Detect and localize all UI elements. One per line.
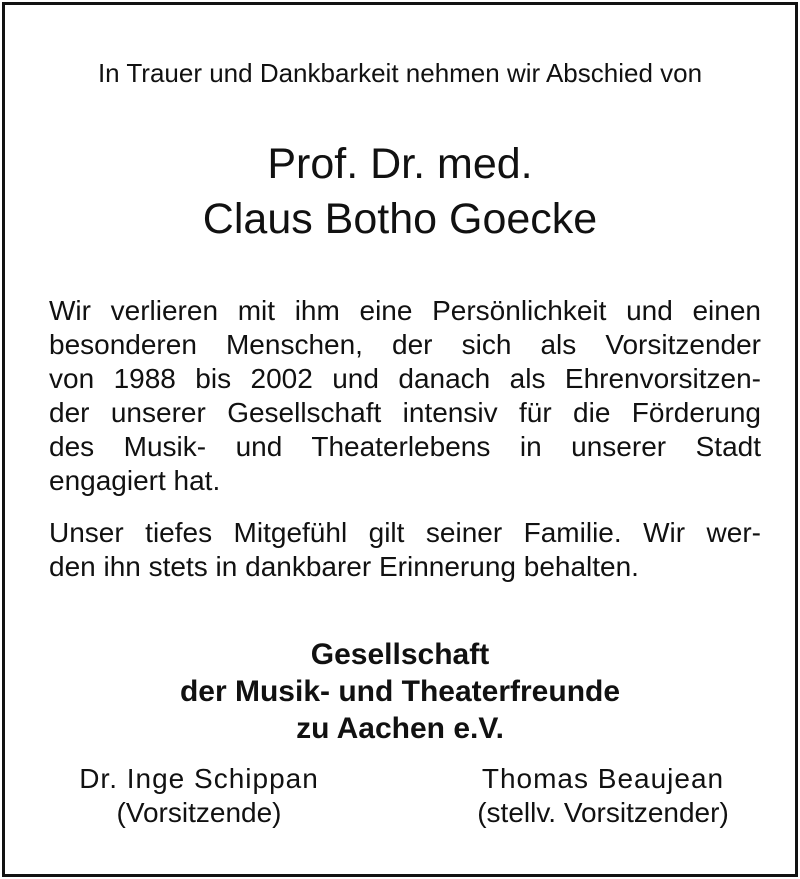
signatory-name: Thomas Beaujean bbox=[481, 763, 725, 794]
signatory-deputy bbox=[453, 762, 753, 830]
tribute-line: des Musik- und Theaterlebens in unserer Stadt bbox=[49, 431, 761, 462]
condolence-paragraph bbox=[49, 516, 761, 584]
organization-line: Gesellschaft bbox=[310, 638, 490, 671]
tribute-line: der unserer Gesellschaft intensiv für die Förderung bbox=[49, 397, 761, 428]
intro-line: In Trauer und Dankbarkeit nehmen wir Abschied von bbox=[97, 58, 703, 88]
obituary-notice-frame bbox=[2, 2, 798, 877]
tribute-paragraph bbox=[49, 294, 761, 498]
organization-name bbox=[5, 636, 795, 747]
tribute-line: Wir verlieren mit ihm eine Persönlichkeit und einen bbox=[49, 295, 761, 326]
condolence-line: den ihn stets in dankbarer Erinnerung behalten. bbox=[49, 551, 639, 582]
organization-line: zu Aachen e.V. bbox=[296, 712, 504, 745]
deceased-name: Claus Botho Goecke bbox=[202, 195, 598, 243]
tribute-line: von 1988 bis 2002 und danach als Ehrenvorsitzen- bbox=[49, 363, 761, 394]
tribute-line: besonderen Menschen, der sich als Vorsitzender bbox=[49, 329, 761, 360]
condolence-line: Unser tiefes Mitgefühl gilt seiner Familie. Wir wer- bbox=[49, 517, 761, 548]
organization-line: der Musik- und Theaterfreunde bbox=[179, 675, 621, 708]
tribute-line: engagiert hat. bbox=[49, 465, 221, 496]
signatory-name: Dr. Inge Schippan bbox=[79, 763, 319, 794]
signatory-role: (Vorsitzende) bbox=[116, 797, 282, 828]
deceased-name-block bbox=[5, 137, 795, 247]
signatory-chair bbox=[49, 762, 349, 830]
deceased-title: Prof. Dr. med. bbox=[267, 140, 533, 188]
signatory-role: (stellv. Vorsitzender) bbox=[477, 797, 729, 828]
